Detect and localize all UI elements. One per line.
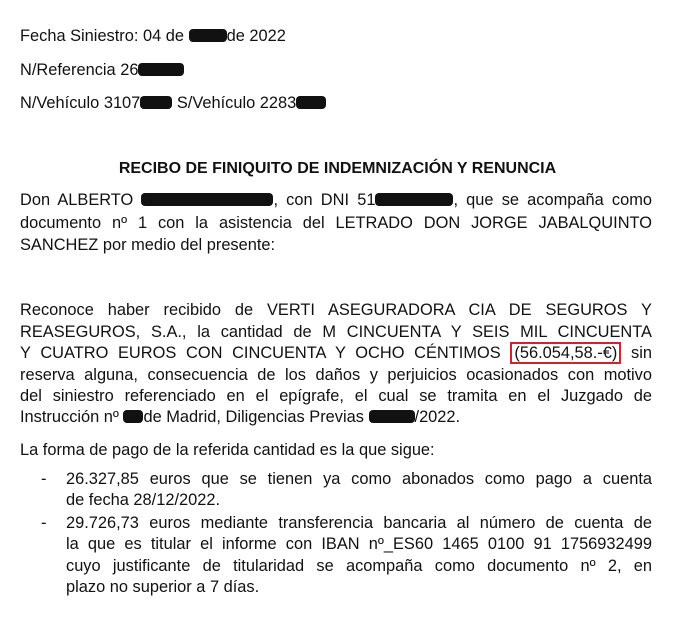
para2-text: sin xyxy=(631,344,652,362)
list-item-line: de fecha 28/12/2022. xyxy=(66,491,221,509)
referencia-line xyxy=(20,61,184,80)
para2-line xyxy=(20,408,652,427)
para2-line: Reconoce haber recibido de VERTI ASEGURADORA CIA DE SEGUROS Y xyxy=(20,301,652,319)
fecha-label: Fecha Siniestro: 04 de xyxy=(20,27,185,45)
highlighted-amount: (56.054,58.-€) xyxy=(510,342,621,364)
referencia-label: N/Referencia 26 xyxy=(20,61,139,79)
para2-line: del siniestro referenciado en el epígrafe, el cual se tramita en el Juzgado de xyxy=(20,387,652,405)
redaction-mark xyxy=(369,410,415,423)
bullet-mark: - xyxy=(41,514,47,532)
para2-line: reserva alguna, consecuencia de los daños y perjuicios ocasionados con motivo xyxy=(20,366,652,384)
para1-line xyxy=(20,191,652,210)
list-item-line: plazo no superior a 7 días. xyxy=(66,578,260,596)
bullet-mark: - xyxy=(41,470,47,488)
fecha-year: de 2022 xyxy=(226,27,286,45)
redaction-mark xyxy=(123,410,143,423)
para2-line: REASEGUROS, S.A., la cantidad de M CINCUENTA Y SEIS MIL CINCUENTA xyxy=(20,323,652,341)
svehiculo-label: S/Vehículo 2283 xyxy=(176,94,297,112)
redaction-mark xyxy=(138,63,184,76)
para2-text: /2022. xyxy=(414,408,461,426)
redaction-mark xyxy=(296,96,326,109)
para3-line: La forma de pago de la referida cantidad es la que sigue: xyxy=(20,441,435,459)
vehiculo-line xyxy=(20,94,326,113)
document-title: RECIBO DE FINIQUITO DE INDEMNIZACIÓN Y RENUNCIA xyxy=(118,160,557,177)
para2-text: Instrucción nº xyxy=(20,408,119,426)
para2-text: Y CUATRO EUROS CON CINCUENTA Y OCHO CÉNTIMOS xyxy=(20,344,501,362)
para1-text: Don ALBERTO xyxy=(20,191,134,209)
redaction-mark xyxy=(140,96,172,109)
redaction-mark xyxy=(375,193,453,206)
para1-text: , con DNI 51 xyxy=(273,191,376,209)
para2-text: de Madrid, Diligencias Previas xyxy=(143,408,364,426)
list-item-line: 26.327,85 euros que se tienen ya como abonados como pago a cuenta xyxy=(66,470,652,488)
para1-text: , que se acompaña como xyxy=(453,191,652,209)
para2-line xyxy=(20,344,652,363)
para1-line: documento nº 1 con la asistencia del LETRADO DON JORGE JABALQUINTO xyxy=(20,214,652,232)
para1-line: SANCHEZ por medio del presente: xyxy=(20,236,276,254)
list-item-line: la que es titular el informe con IBAN nº_ES60 1465 0100 91 1756932499 xyxy=(66,535,652,553)
list-item-line: cuyo justificante de titularidad se acompaña como documento nº 2, en xyxy=(66,557,652,575)
list-item-line: 29.726,73 euros mediante transferencia bancaria al número de cuenta de xyxy=(66,514,652,532)
vehiculo-label: N/Vehículo 3107 xyxy=(20,94,141,112)
redaction-mark xyxy=(141,193,273,206)
redaction-mark xyxy=(189,29,227,42)
fecha-siniestro-line xyxy=(20,27,286,46)
